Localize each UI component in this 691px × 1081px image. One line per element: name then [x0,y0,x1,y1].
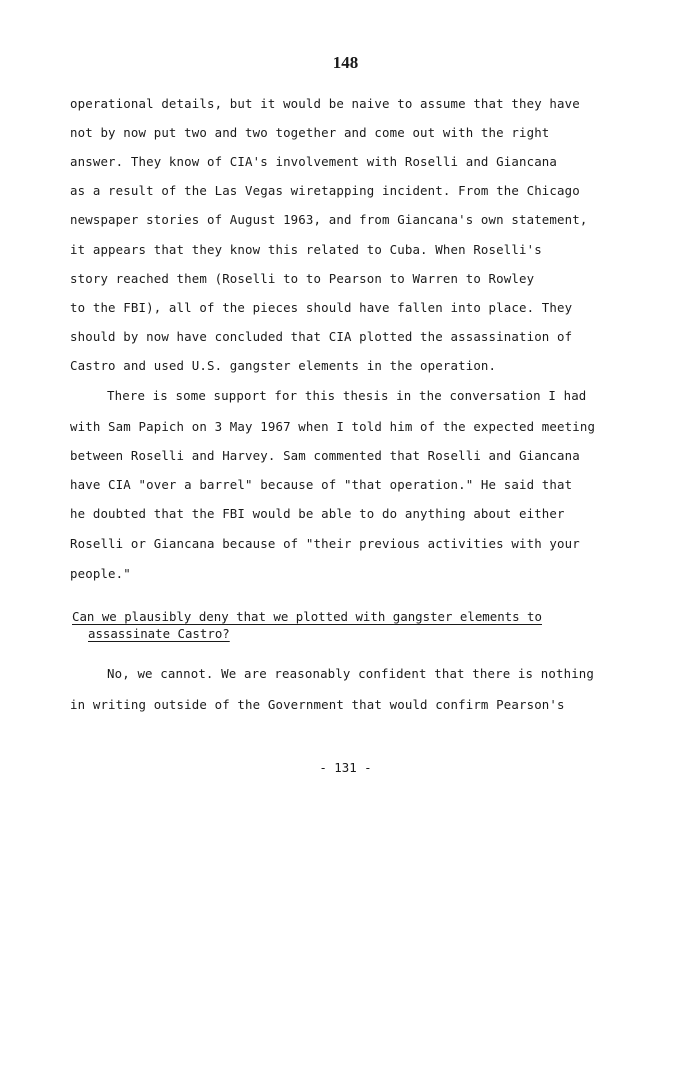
page-number: 148 [332,53,359,72]
body-line: people." [70,566,131,581]
body-line: answer. They know of CIA's involvement with Roselli and Giancana [70,154,558,169]
body-line: Roselli or Giancana because of "their previous activities with your [70,536,580,551]
footer-page-number: - 131 - [319,760,372,775]
body-line: operational details, but it would be naive to assume that they have [70,96,580,111]
body-line: between Roselli and Harvey. Sam commented that Roselli and Giancana [70,448,580,463]
body-line: story reached them (Roselli to to Pearson to Warren to Rowley [70,271,535,286]
body-line: to the FBI), all of the pieces should have fallen into place. They [70,300,573,315]
body-line: as a result of the Las Vegas wiretapping incident. From the Chicago [70,183,580,198]
body-line: with Sam Papich on 3 May 1967 when I told him of the expected meeting [70,419,596,434]
section-heading: assassinate Castro? [88,626,230,641]
body-line: in writing outside of the Government that would confirm Pearson's [70,697,565,712]
body-line: have CIA "over a barrel" because of "that operation." He said that [70,477,573,492]
body-line: Castro and used U.S. gangster elements in the operation. [70,358,497,373]
section-heading: Can we plausibly deny that we plotted with gangster elements to [72,609,542,624]
body-line: not by now put two and two together and come out with the right [70,125,550,140]
body-line: should by now have concluded that CIA plotted the assassination of [70,329,573,344]
body-line: it appears that they know this related to Cuba. When Roselli's [70,242,542,257]
body-line: There is some support for this thesis in the conversation I had [107,388,587,403]
body-line: No, we cannot. We are reasonably confident that there is nothing [107,666,595,681]
body-line: he doubted that the FBI would be able to do anything about either [70,506,565,521]
body-line: newspaper stories of August 1963, and from Giancana's own statement, [70,212,588,227]
